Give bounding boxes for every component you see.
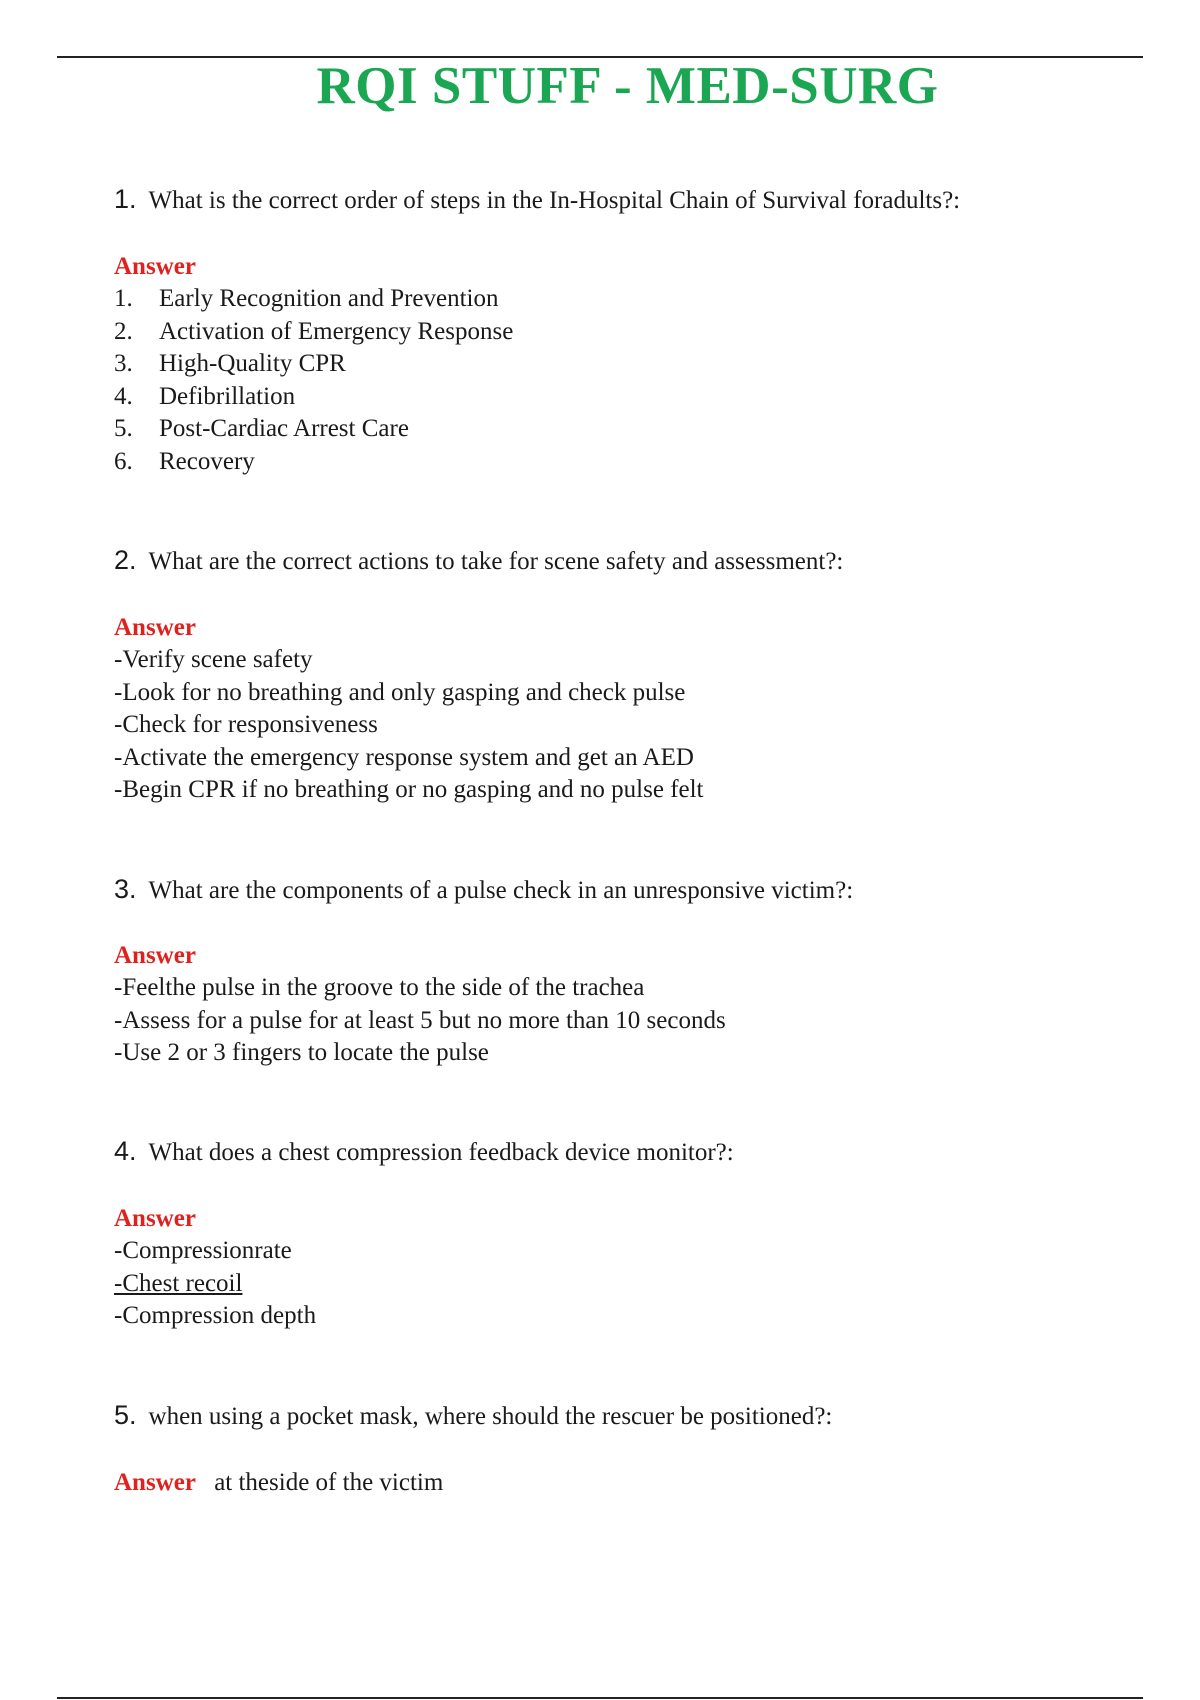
question-5 bbox=[114, 1400, 832, 1431]
question-text: What does a chest compression feedback device monitor?: bbox=[148, 1139, 734, 1166]
answer-line: -Chest recoil bbox=[114, 1269, 243, 1297]
answer-item: 6. Recovery bbox=[114, 447, 255, 475]
answer-label: Answer bbox=[114, 1205, 196, 1232]
answer-line: -Assess for a pulse for at least 5 but no more than 10 seconds bbox=[114, 1006, 726, 1034]
question-text: What are the components of a pulse check in an unresponsive victim?: bbox=[148, 877, 854, 904]
answer-line: -Use 2 or 3 fingers to locate the pulse bbox=[114, 1039, 489, 1066]
answer-item: 2. Activation of Emergency Response bbox=[114, 317, 514, 345]
answer-line: -Compressionrate bbox=[114, 1237, 292, 1264]
answer-5 bbox=[114, 1467, 443, 1499]
answer-item: 4. Defibrillation bbox=[114, 382, 296, 410]
answer-line: -Activate the emergency response system and get an AED bbox=[114, 743, 694, 771]
answer-4 bbox=[114, 1203, 316, 1333]
answer-label: Answer bbox=[114, 253, 196, 280]
document-title: RQI STUFF - MED-SURG bbox=[316, 57, 939, 115]
answer-2 bbox=[114, 612, 704, 807]
answer-line: -Look for no breathing and only gasping and check pulse bbox=[114, 678, 686, 706]
question-text: What are the correct actions to take for scene safety and assessment?: bbox=[148, 548, 844, 575]
question-number: 2. bbox=[114, 545, 137, 575]
answer-line: -Check for responsiveness bbox=[114, 711, 378, 738]
question-number: 3. bbox=[114, 874, 137, 904]
answer-line: -Compression depth bbox=[114, 1302, 317, 1329]
answer-line: -Verify scene safety bbox=[114, 646, 313, 673]
answer-label: Answer bbox=[114, 1469, 196, 1496]
answer-item: 5. Post-Cardiac Arrest Care bbox=[114, 415, 409, 442]
question-number: 4. bbox=[114, 1136, 137, 1166]
question-number: 1. bbox=[114, 184, 137, 214]
answer-3 bbox=[114, 940, 726, 1070]
bottom-rule bbox=[57, 1697, 1143, 1699]
answer-item: 1. Early Recognition and Prevention bbox=[114, 285, 499, 312]
answer-label: Answer bbox=[114, 942, 196, 969]
answer-item: 3. High-Quality CPR bbox=[114, 350, 346, 377]
answer-line: -Begin CPR if no breathing or no gasping and no pulse felt bbox=[114, 776, 704, 803]
question-4 bbox=[114, 1136, 734, 1167]
question-2 bbox=[114, 545, 843, 576]
question-1 bbox=[114, 184, 960, 215]
answer-label: Answer bbox=[114, 614, 196, 641]
question-text: when using a pocket mask, where should the rescuer be positioned?: bbox=[148, 1403, 833, 1430]
answer-1 bbox=[114, 251, 513, 478]
answer-line: -Feelthe pulse in the groove to the side of the trachea bbox=[114, 974, 645, 1001]
question-text: What is the correct order of steps in the In-Hospital Chain of Survival foradults?: bbox=[148, 187, 961, 214]
question-3 bbox=[114, 874, 853, 905]
question-number: 5. bbox=[114, 1400, 137, 1430]
answer-text: at theside of the victim bbox=[214, 1469, 444, 1496]
